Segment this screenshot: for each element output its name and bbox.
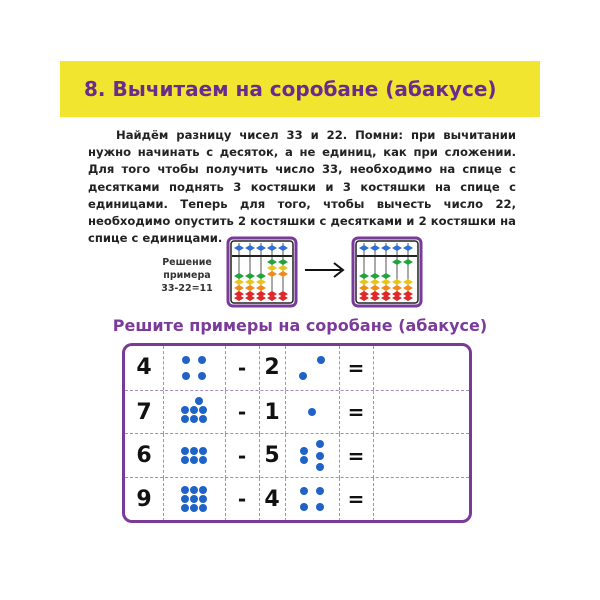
- abacus-after-icon: [351, 236, 423, 308]
- counting-dot: [182, 356, 190, 364]
- counting-dot: [316, 503, 324, 511]
- solution-line-3: 33-22=11: [161, 283, 213, 294]
- counting-dot: [181, 447, 189, 455]
- counting-dot: [181, 495, 189, 503]
- equals-sign: =: [347, 400, 365, 425]
- intro-paragraph: Найдём разницу чисел 33 и 22. Помни: при вычитании нужно начинать с десяток, а не единиц, как при сложении. Для того чтобы получить число 33, необходимо на спице с десятками поднять 3 костяшки и 3 костяшки на спице с единицами. Теперь для того, чтобы вычесть число 22, необходимо опустить 2 костяшки с десятками и 2 костяшки на спице с единицами.: [88, 128, 516, 246]
- counting-dot: [190, 447, 198, 455]
- exercise-row: [125, 346, 469, 390]
- answer-cell[interactable]: [373, 346, 469, 390]
- counting-dot: [195, 397, 203, 405]
- counting-dot: [316, 440, 324, 448]
- counting-dot: [181, 406, 189, 414]
- counting-dot: [316, 487, 324, 495]
- counting-dot: [199, 406, 207, 414]
- solution-line-2: примера: [163, 270, 211, 281]
- column-divider: [163, 478, 164, 522]
- exercises-title: Решите примеры на соробане (абакусе): [112, 316, 488, 335]
- counting-dot: [308, 408, 316, 416]
- subtrahend-number: 2: [264, 355, 280, 381]
- column-divider: [285, 434, 286, 478]
- counting-dot: [199, 486, 207, 494]
- answer-cell[interactable]: [373, 434, 469, 478]
- minus-sign: -: [237, 400, 247, 425]
- counting-dot: [181, 486, 189, 494]
- counting-dot: [190, 415, 198, 423]
- title-banner: [60, 61, 540, 117]
- column-divider: [163, 434, 164, 478]
- counting-dot: [300, 447, 308, 455]
- exercise-row: [125, 390, 469, 435]
- equals-sign: =: [347, 443, 365, 468]
- counting-dot: [182, 372, 190, 380]
- counting-dot: [181, 415, 189, 423]
- counting-dot: [316, 452, 324, 460]
- counting-dot: [181, 504, 189, 512]
- exercise-table: [122, 343, 472, 523]
- equals-sign: =: [347, 487, 365, 512]
- solution-line-1: Решение: [162, 257, 212, 268]
- counting-dot: [300, 503, 308, 511]
- counting-dot: [198, 372, 206, 380]
- counting-dot: [317, 356, 325, 364]
- minus-sign: -: [237, 487, 247, 512]
- column-divider: [163, 346, 164, 390]
- minuend-number: 4: [136, 355, 152, 381]
- right-arrow-icon: [303, 260, 347, 280]
- answer-cell[interactable]: [373, 391, 469, 435]
- subtrahend-number: 4: [264, 486, 280, 512]
- column-divider: [285, 346, 286, 390]
- minus-sign: -: [237, 443, 247, 468]
- counting-dot: [198, 356, 206, 364]
- exercise-row: [125, 477, 469, 522]
- minuend-number: 9: [136, 486, 152, 512]
- counting-dot: [190, 456, 198, 464]
- counting-dot: [199, 504, 207, 512]
- counting-dot: [316, 463, 324, 471]
- counting-dot: [190, 495, 198, 503]
- minuend-number: 6: [136, 443, 152, 469]
- equals-sign: =: [347, 355, 365, 380]
- solution-caption: [150, 256, 224, 295]
- counting-dot: [199, 456, 207, 464]
- column-divider: [285, 478, 286, 522]
- counting-dot: [199, 495, 207, 503]
- counting-dot: [190, 486, 198, 494]
- column-divider: [163, 391, 164, 435]
- answer-cell[interactable]: [373, 478, 469, 522]
- subtrahend-number: 5: [264, 443, 280, 469]
- exercise-row: [125, 433, 469, 478]
- page-title: 8. Вычитаем на соробане (абакусе): [84, 77, 497, 101]
- counting-dot: [300, 456, 308, 464]
- column-divider: [285, 391, 286, 435]
- counting-dot: [199, 447, 207, 455]
- counting-dot: [190, 504, 198, 512]
- subtrahend-number: 1: [264, 399, 280, 425]
- counting-dot: [300, 487, 308, 495]
- minus-sign: -: [237, 355, 247, 380]
- counting-dot: [199, 415, 207, 423]
- counting-dot: [299, 372, 307, 380]
- counting-dot: [181, 456, 189, 464]
- minuend-number: 7: [136, 399, 152, 425]
- abacus-before-icon: [226, 236, 298, 308]
- counting-dot: [190, 406, 198, 414]
